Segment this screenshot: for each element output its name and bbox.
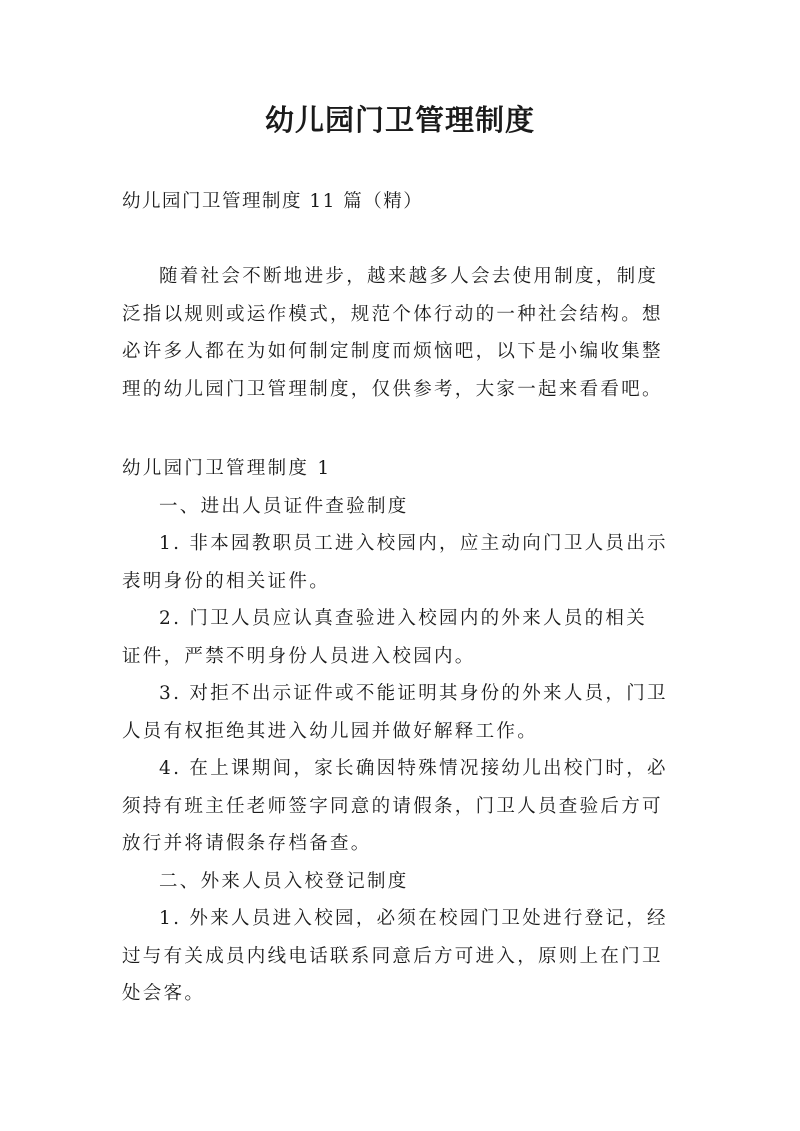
item-line: 表明身份的相关证件。 (122, 570, 331, 592)
item-line: 1. 外来人员进入校园，必须在校园门卫处进行登记，经 (159, 908, 668, 929)
item-line: 2. 门卫人员应认真查验进入校园内的外来人员的相关 (159, 608, 648, 629)
item-line: 处会客。 (122, 983, 206, 1004)
item-line: 过与有关成员内线电话联系同意后方可进入，原则上在门卫 (122, 945, 663, 967)
part-heading: 二、外来人员入校登记制度 (159, 870, 409, 892)
item-line: 1. 非本园教职员工进入校园内，应主动向门卫人员出示 (159, 533, 668, 554)
item-line: 人员有权拒绝其进入幼儿园并做好解释工作。 (122, 720, 539, 742)
item-line: 证件，严禁不明身份人员进入校园内。 (122, 645, 476, 667)
intro-line: 随着社会不断地进步，越来越多人会去使用制度，制度 (159, 266, 659, 287)
item-line: 放行并将请假条存档备查。 (122, 833, 372, 854)
part-heading: 一、进出人员证件查验制度 (159, 495, 409, 517)
intro-line: 泛指以规则或运作模式，规范个体行动的一种社会结构。想 (122, 303, 663, 325)
item-line: 4. 在上课期间，家长确因特殊情况接幼儿出校门时，必 (159, 758, 668, 779)
item-line: 须持有班主任老师签字同意的请假条，门卫人员查验后方可 (122, 795, 663, 817)
section-1 (122, 450, 702, 1013)
document-title: 幼儿园门卫管理制度 (264, 103, 535, 137)
section-heading: 幼儿园门卫管理制度 1 (122, 458, 332, 479)
intro-line: 理的幼儿园门卫管理制度，仅供参考，大家一起来看看吧。 (122, 378, 663, 400)
intro-paragraph (122, 258, 702, 408)
intro-line: 必许多人都在为如何制定制度而烦恼吧，以下是小编收集整 (122, 341, 663, 362)
document-subtitle: 幼儿园门卫管理制度 11 篇（精） (122, 191, 424, 212)
item-line: 3. 对拒不出示证件或不能证明其身份的外来人员，门卫 (159, 683, 668, 704)
